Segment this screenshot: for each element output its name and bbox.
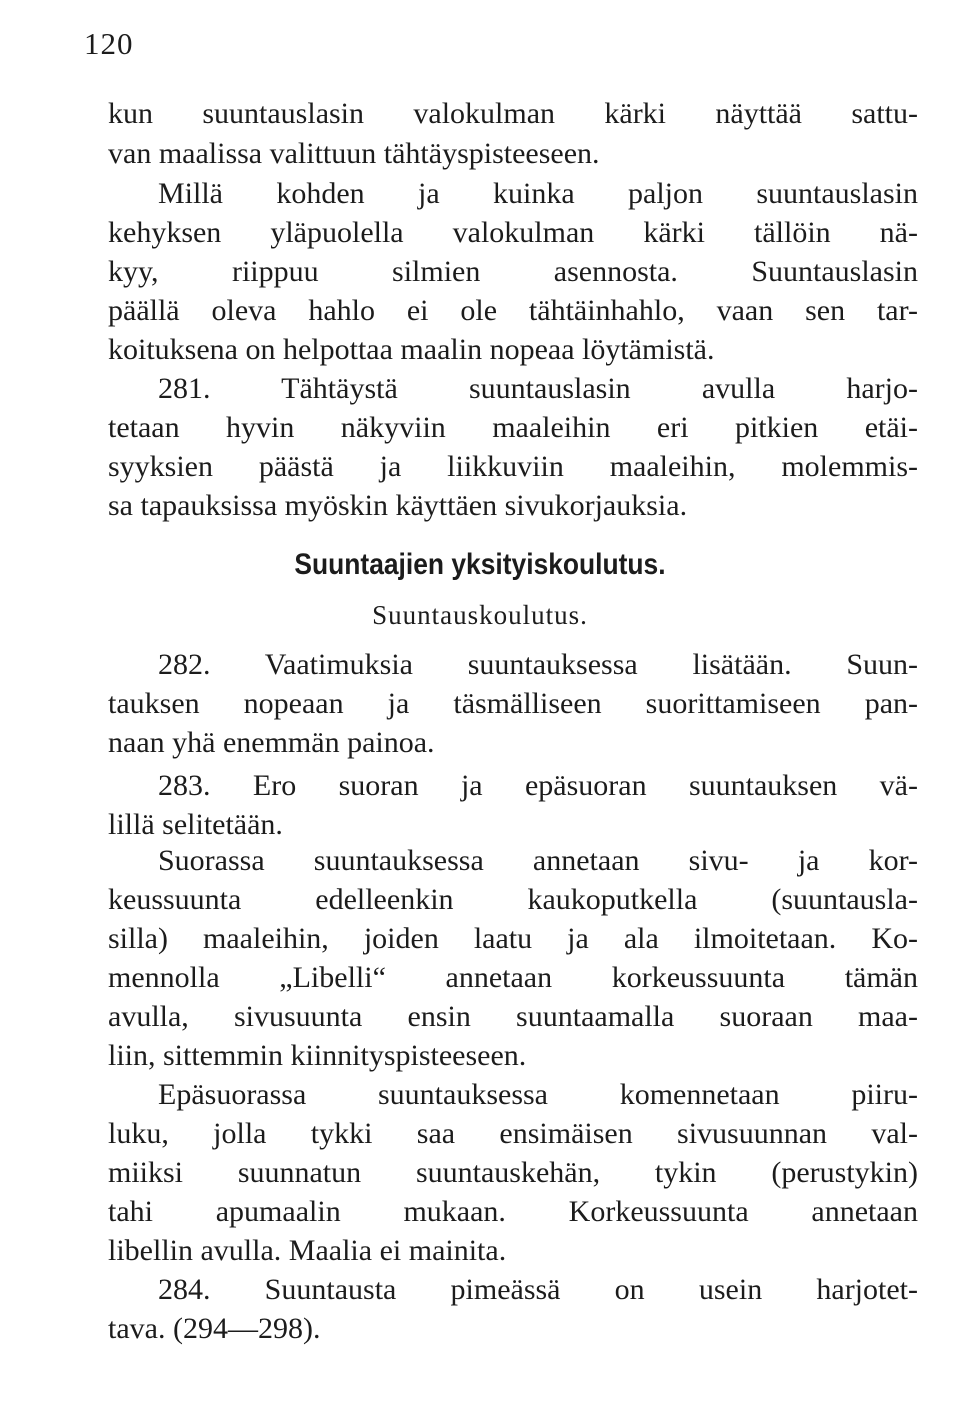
text-line: tauksen nopeaan ja täsmälliseen suorittamiseen pan- bbox=[108, 687, 918, 720]
text-line: päällä oleva hahlo ei ole tähtäinhahlo, vaan sen tar- bbox=[108, 294, 918, 327]
text-line: tahi apumaalin mukaan. Korkeussuunta annetaan bbox=[108, 1195, 918, 1228]
text-line: van maalissa valittuun tähtäyspisteeseen. bbox=[108, 137, 600, 170]
text-line: 283. Ero suoran ja epäsuoran suuntauksen vä- bbox=[158, 769, 918, 802]
text-line: miiksi suunnatun suuntauskehän, tykin (perustykin) bbox=[108, 1156, 918, 1189]
text-line: sa tapauksissa myöskin käyttäen sivukorjauksia. bbox=[108, 489, 688, 522]
text-line: koituksena on helpottaa maalin nopeaa löytämistä. bbox=[108, 333, 715, 366]
text-line: naan yhä enemmän painoa. bbox=[108, 726, 435, 759]
text-line: lillä selitetään. bbox=[108, 808, 283, 841]
text-line: 281. Tähtäystä suuntauslasin avulla harjo- bbox=[158, 372, 918, 405]
text-line: kyy, riippuu silmien asennosta. Suuntauslasin bbox=[108, 255, 918, 288]
text-line: 282. Vaatimuksia suuntauksessa lisätään. Suun- bbox=[158, 648, 918, 681]
text-line: Suorassa suuntauksessa annetaan sivu- ja kor- bbox=[158, 844, 918, 877]
text-line: mennolla „Libelli“ annetaan korkeussuunta tämän bbox=[108, 961, 918, 994]
text-line: kun suuntauslasin valokulman kärki näyttää sattu- bbox=[108, 97, 918, 130]
text-line: syyksien päästä ja liikkuviin maaleihin, molemmis- bbox=[108, 450, 918, 483]
page-number: 120 bbox=[84, 26, 134, 61]
section-subheading: Suuntauskoulutus. bbox=[372, 600, 588, 630]
text-line: luku, jolla tykki saa ensimäisen sivusuunnan val- bbox=[108, 1117, 918, 1150]
section-heading: Suuntaajien yksityiskoulutus. bbox=[294, 548, 666, 581]
text-line: 284. Suuntausta pimeässä on usein harjotet- bbox=[158, 1273, 918, 1306]
text-line: Millä kohden ja kuinka paljon suuntauslasin bbox=[158, 177, 918, 210]
text-line: silla) maaleihin, joiden laatu ja ala ilmoitetaan. Ko- bbox=[108, 922, 918, 955]
text-line: kehyksen yläpuolella valokulman kärki tällöin nä- bbox=[108, 216, 918, 249]
text-line: tetaan hyvin näkyviin maaleihin eri pitkien etäi- bbox=[108, 411, 918, 444]
text-line: Epäsuorassa suuntauksessa komennetaan piiru- bbox=[158, 1078, 918, 1111]
text-line: liin, sittemmin kiinnityspisteeseen. bbox=[108, 1039, 527, 1072]
text-line: tava. (294—298). bbox=[108, 1312, 321, 1345]
text-line: keussuunta edelleenkin kaukoputkella (suuntausla- bbox=[108, 883, 918, 916]
text-line: libellin avulla. Maalia ei mainita. bbox=[108, 1234, 507, 1267]
text-line: avulla, sivusuunta ensin suuntaamalla suoraan maa- bbox=[108, 1000, 918, 1033]
